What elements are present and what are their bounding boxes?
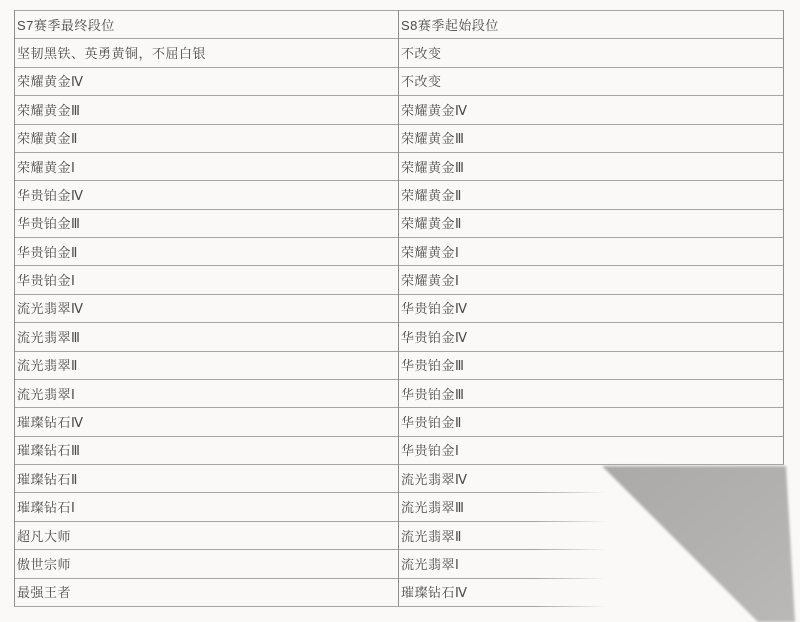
- cell-s8-start-rank: 流光翡翠Ⅲ: [401, 500, 465, 516]
- cell-s7-final-rank: 坚韧黑铁、英勇黄铜，不屈白银: [17, 46, 207, 62]
- cell-s8-start-rank: 荣耀黄金Ⅰ: [401, 244, 460, 260]
- cell-s7-final-rank: 华贵铂金Ⅲ: [17, 216, 81, 232]
- cell-s8-start-rank: 华贵铂金Ⅱ: [401, 415, 462, 431]
- cell-s8-start-rank: 荣耀黄金Ⅳ: [401, 102, 468, 118]
- cell-s7-final-rank: 璀璨钻石Ⅲ: [17, 443, 81, 459]
- cell-s8-start-rank: 荣耀黄金Ⅰ: [401, 273, 460, 289]
- header-s7-final-rank: S7赛季最终段位: [17, 17, 115, 33]
- cell-s8-start-rank: 华贵铂金Ⅳ: [401, 329, 468, 345]
- cell-s7-final-rank: 流光翡翠Ⅰ: [17, 386, 76, 402]
- cell-s7-final-rank: 璀璨钻石Ⅱ: [17, 471, 78, 487]
- table-border-left: [14, 10, 15, 606]
- cell-s7-final-rank: 流光翡翠Ⅳ: [17, 301, 84, 317]
- cell-s8-start-rank: 荣耀黄金Ⅲ: [401, 159, 465, 175]
- cell-s8-start-rank: 华贵铂金Ⅲ: [401, 386, 465, 402]
- cell-s7-final-rank: 荣耀黄金Ⅲ: [17, 102, 81, 118]
- cell-s7-final-rank: 璀璨钻石Ⅰ: [17, 500, 76, 516]
- table-column-divider: [398, 10, 399, 606]
- cell-s7-final-rank: 傲世宗师: [17, 556, 72, 572]
- cell-s8-start-rank: 流光翡翠Ⅳ: [401, 471, 468, 487]
- table-grid-line-h: [14, 606, 606, 607]
- cell-s7-final-rank: 荣耀黄金Ⅱ: [17, 131, 78, 147]
- cell-s8-start-rank: 不改变: [401, 74, 442, 90]
- cell-s7-final-rank: 璀璨钻石Ⅳ: [17, 415, 84, 431]
- cell-s7-final-rank: 荣耀黄金Ⅳ: [17, 74, 84, 90]
- cell-s7-final-rank: 华贵铂金Ⅰ: [17, 273, 76, 289]
- cell-s8-start-rank: 华贵铂金Ⅰ: [401, 443, 460, 459]
- cell-s7-final-rank: 流光翡翠Ⅱ: [17, 358, 78, 374]
- cell-s8-start-rank: 流光翡翠Ⅰ: [401, 556, 460, 572]
- cell-s7-final-rank: 荣耀黄金Ⅰ: [17, 159, 76, 175]
- cell-s7-final-rank: 超凡大师: [17, 528, 72, 544]
- header-s8-start-rank: S8赛季起始段位: [401, 17, 499, 33]
- cell-s8-start-rank: 不改变: [401, 46, 442, 62]
- cell-s8-start-rank: 荣耀黄金Ⅲ: [401, 131, 465, 147]
- cell-s8-start-rank: 华贵铂金Ⅲ: [401, 358, 465, 374]
- table-border-right: [783, 10, 784, 464]
- cell-s8-start-rank: 荣耀黄金Ⅱ: [401, 187, 462, 203]
- cell-s7-final-rank: 流光翡翠Ⅲ: [17, 329, 81, 345]
- cell-s7-final-rank: 华贵铂金Ⅱ: [17, 244, 78, 260]
- cell-s8-start-rank: 璀璨钻石Ⅳ: [401, 585, 468, 601]
- cell-s8-start-rank: 流光翡翠Ⅱ: [401, 528, 462, 544]
- cell-s8-start-rank: 荣耀黄金Ⅱ: [401, 216, 462, 232]
- cell-s8-start-rank: 华贵铂金Ⅳ: [401, 301, 468, 317]
- cell-s7-final-rank: 最强王者: [17, 585, 72, 601]
- cell-s7-final-rank: 华贵铂金Ⅳ: [17, 187, 84, 203]
